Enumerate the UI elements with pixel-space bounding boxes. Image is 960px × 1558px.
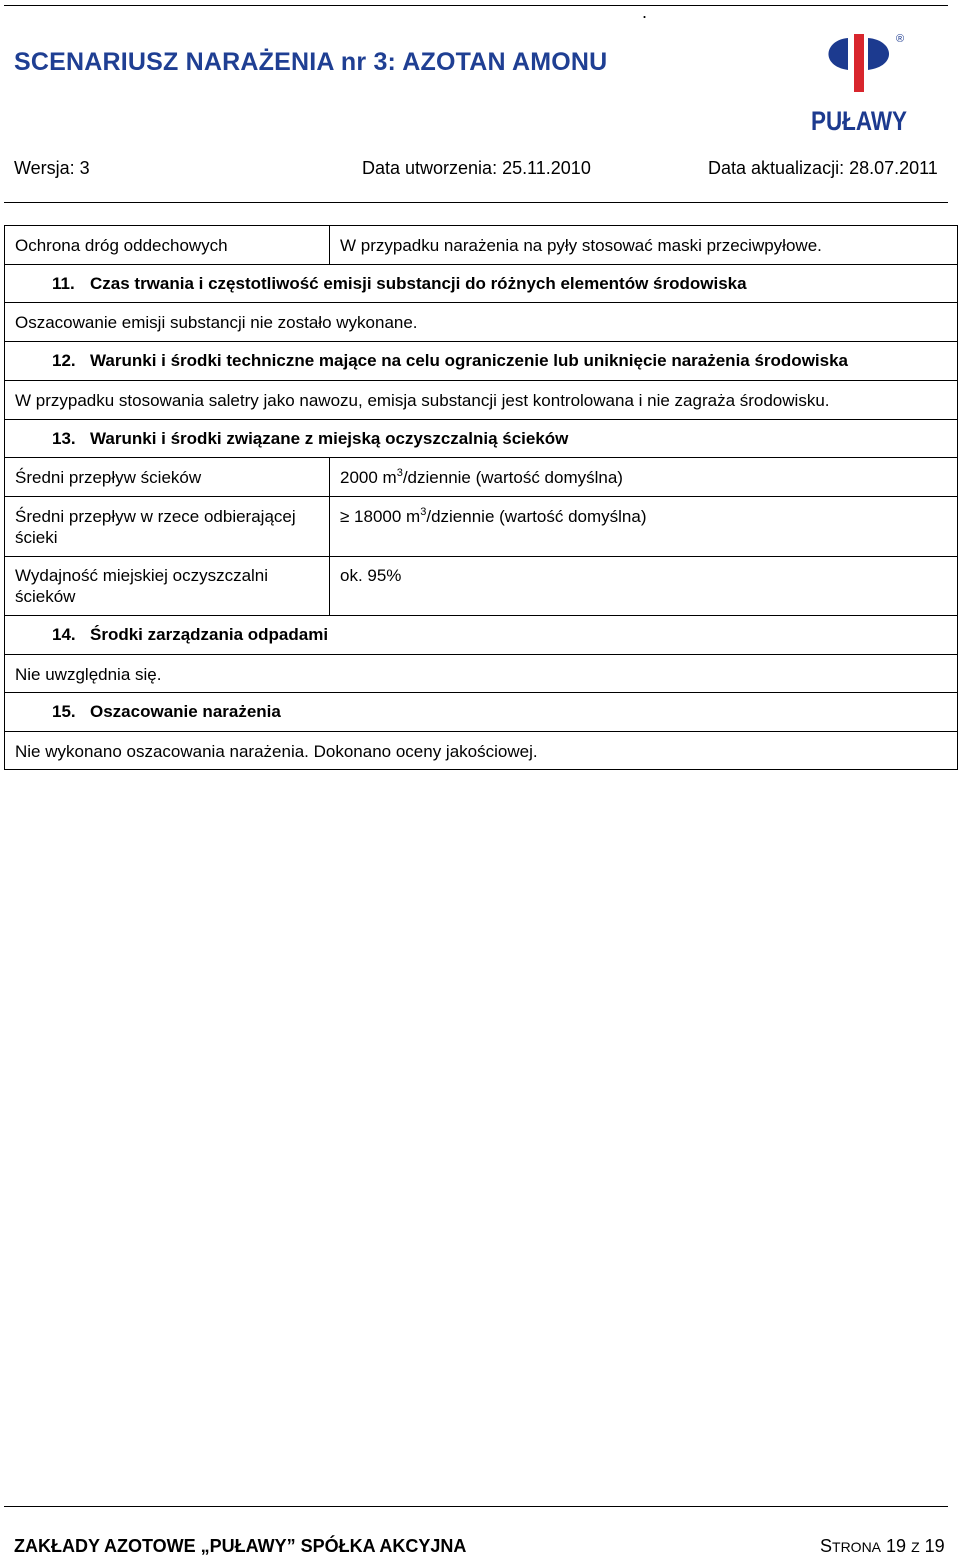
flow-value-unit: /dziennie (wartość domyślna)	[402, 468, 623, 487]
footer-company: ZAKŁADY AZOTOWE „PUŁAWY” SPÓŁKA AKCYJNA	[14, 1536, 467, 1556]
resp-label: Ochrona dróg oddechowych	[5, 226, 330, 265]
section-14-title: Środki zarządzania odpadami	[90, 625, 329, 644]
footer-rule	[4, 1506, 948, 1507]
table-row	[5, 732, 958, 770]
page-number	[820, 1536, 945, 1557]
flow-value-main: 2000 m	[340, 468, 397, 487]
section-14-number: 14.	[52, 625, 76, 644]
section-15-heading	[5, 693, 958, 732]
header-top-rule	[4, 5, 948, 6]
section-11-number: 11.	[52, 274, 75, 293]
table-row	[5, 557, 958, 616]
flow-label: Średni przepływ ścieków	[5, 458, 330, 497]
section-13-title: Warunki i środki związane z miejską oczyszczalnią ścieków	[90, 429, 569, 448]
logo-wordmark: PUŁAWY	[811, 106, 907, 136]
table-row	[5, 458, 958, 497]
section-11-text: Oszacowanie emisji substancji nie zostało wykonane.	[5, 303, 958, 342]
river-value-unit: /dziennie (wartość domyślna)	[426, 507, 647, 526]
header-bottom-rule	[4, 202, 948, 203]
section-14-heading	[5, 616, 958, 655]
table-row	[5, 497, 958, 557]
section-12-heading	[5, 342, 958, 381]
page-current: 19	[886, 1536, 907, 1556]
logo-left-arc	[828, 38, 848, 70]
section-15-title: Oszacowanie narażenia	[90, 702, 281, 721]
pulawy-logo	[810, 26, 920, 136]
created-date: Data utworzenia: 25.11.2010	[362, 158, 591, 178]
table-row	[5, 655, 958, 693]
logo-right-arc	[868, 38, 889, 70]
page-label-rest: TRONA	[832, 1539, 882, 1555]
page-label-initial: S	[820, 1536, 833, 1556]
version-label: Wersja: 3	[14, 158, 90, 178]
page-of: Z	[911, 1539, 920, 1555]
flow-value	[330, 458, 958, 497]
section-11-heading	[5, 265, 958, 303]
updated-date: Data aktualizacji: 28.07.2011	[708, 158, 938, 178]
river-value-exponent: 3	[420, 506, 427, 518]
logo-red-bar	[854, 34, 864, 92]
section-15-text: Nie wykonano oszacowania narażenia. Dokonano oceny jakościowej.	[5, 732, 958, 770]
efficiency-label: Wydajność miejskiej oczyszczalni ścieków	[5, 557, 330, 616]
header-dot: .	[642, 2, 648, 22]
section-11-title: Czas trwania i częstotliwość emisji substancji do różnych elementów środowiska	[90, 274, 747, 293]
page-total: 19	[924, 1536, 945, 1556]
section-12-title: Warunki i środki techniczne mające na celu ograniczenie lub uniknięcie narażenia środowiska	[90, 351, 849, 370]
flow-value-exponent: 3	[396, 467, 403, 479]
exposure-table	[4, 225, 958, 770]
resp-value: W przypadku narażenia na pyły stosować maski przeciwpyłowe.	[330, 226, 958, 265]
logo-mark: ®	[896, 33, 905, 45]
section-12-text: W przypadku stosowania saletry jako nawozu, emisja substancji jest kontrolowana i nie zagraża środowisku.	[5, 381, 958, 420]
table-row	[5, 303, 958, 342]
section-12-number: 12.	[52, 351, 76, 370]
section-14-text: Nie uwzględnia się.	[5, 655, 958, 693]
section-15-number: 15.	[52, 702, 76, 721]
document-title: SCENARIUSZ NARAŻENIA nr 3: AZOTAN AMONU	[14, 48, 608, 76]
table-row	[5, 226, 958, 265]
table-row	[5, 381, 958, 420]
section-13-number: 13.	[52, 429, 76, 448]
river-label: Średni przepływ w rzece odbierającej ścieki	[5, 497, 330, 557]
river-value-main: ≥ 18000 m	[340, 507, 421, 526]
efficiency-value: ok. 95%	[330, 557, 958, 616]
section-13-heading	[5, 420, 958, 458]
river-value	[330, 497, 958, 557]
